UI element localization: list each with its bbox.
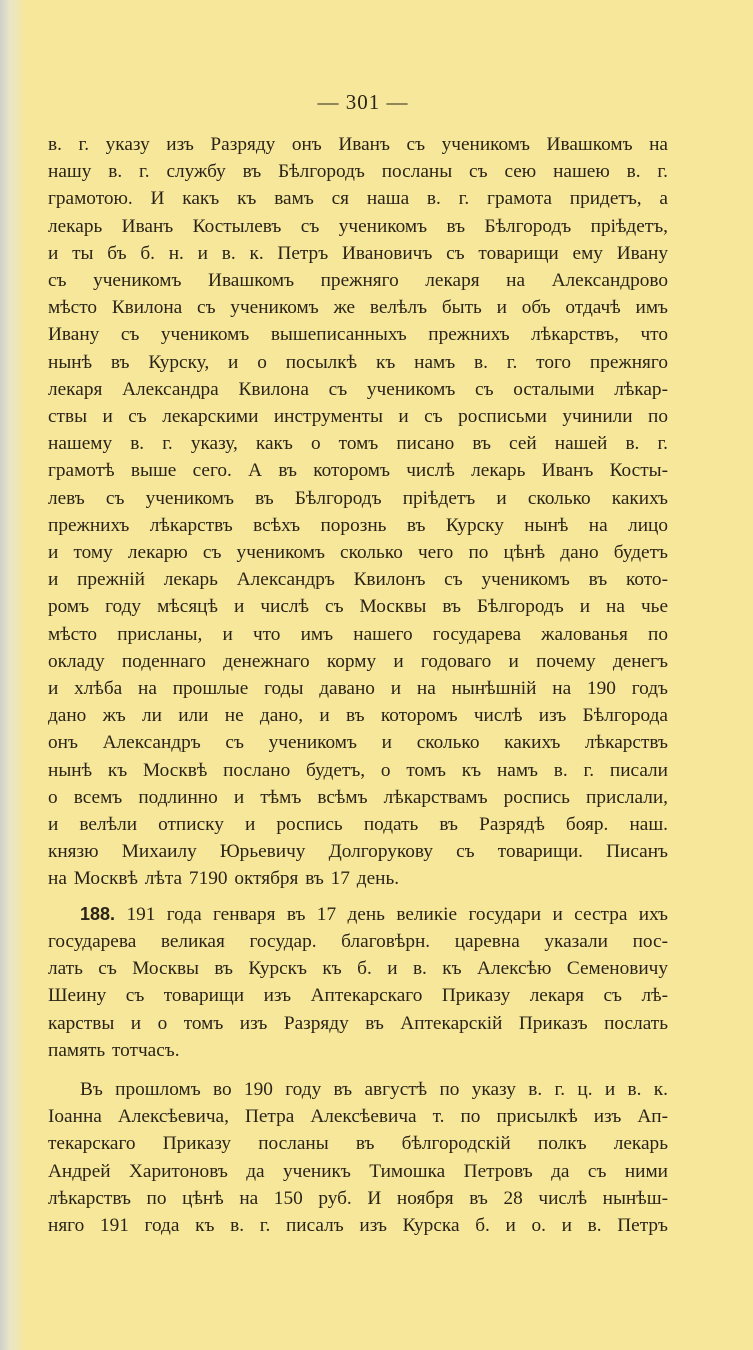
text-line: грамотою. И какъ къ вамъ ся наша в. г. грамота придетъ, а xyxy=(48,188,668,210)
text-line xyxy=(48,901,668,928)
text-line: лать съ Москвы въ Курскъ къ б. и в. къ Алексѣю Семеновичу xyxy=(48,958,668,980)
text-line: прежнихъ лѣкарствъ всѣхъ порознь въ Курску нынѣ на лицо xyxy=(48,514,668,536)
text-line: лекаря Александра Квилона съ ученикомъ съ осталыми лѣкар- xyxy=(48,378,668,400)
text-line: Шеину съ товарищи изъ Аптекарскаго Приказу лекаря съ лѣ- xyxy=(48,985,668,1007)
scan-edge xyxy=(0,0,26,1350)
entry-number: 188. xyxy=(80,903,116,924)
text-line: мѣсто присланы, и что имъ нашего государева жалованья по xyxy=(48,623,668,645)
text-line: нынѣ въ Курску, и о посылкѣ къ намъ в. г. того прежняго xyxy=(48,351,668,373)
book-page xyxy=(48,90,668,1239)
text-line: Іоанна Алексѣевича, Петра Алексѣевича т. по присылкѣ изъ Ап- xyxy=(48,1106,668,1128)
text-line: нашу в. г. службу въ Бѣлгородъ посланы съ сею нашею в. г. xyxy=(48,161,668,183)
text-line: грамотѣ выше сего. А въ которомъ числѣ лекарь Иванъ Косты- xyxy=(48,460,668,482)
text-line: о всемъ подлинно и тѣмъ всѣмъ лѣкарствамъ роспись прислали, xyxy=(48,786,668,808)
page-number: — 301 — xyxy=(317,90,409,114)
paragraph-1 xyxy=(48,131,668,893)
text-line: лѣкарствъ по цѣнѣ на 150 руб. И ноября въ 28 числѣ нынѣш- xyxy=(48,1187,668,1209)
text-line: мѣсто Квилона съ ученикомъ же велѣлъ быть и объ отдачѣ имъ xyxy=(48,297,668,319)
text-line: текарскаго Приказу посланы въ бѣлгородскій полкъ лекарь xyxy=(48,1133,668,1155)
text-line: Въ прошломъ во 190 году въ августѣ по указу в. г. ц. и в. к. xyxy=(80,1078,668,1100)
text-line: Андрей Харитоновъ да ученикъ Тимошка Петровъ да съ ними xyxy=(48,1160,668,1182)
text-line: нашему в. г. указу, какъ о томъ писано въ сей нашей в. г. xyxy=(48,433,668,455)
text-line: и ты бъ б. н. и в. к. Петръ Ивановичъ съ товарищи ему Ивану xyxy=(48,242,668,264)
text-line: карствы и о томъ изъ Разряду въ Аптекарскій Приказъ послать xyxy=(48,1012,668,1034)
text-line: Ивану съ ученикомъ вышеписанныхъ прежнихъ лѣкарствъ, что xyxy=(48,324,668,346)
text-line: съ ученикомъ Ивашкомъ прежняго лекаря на Александрово xyxy=(48,270,668,292)
text-line: левъ съ ученикомъ въ Бѣлгородъ пріѣдетъ и сколько какихъ xyxy=(48,487,668,509)
entry-first-line: 191 года генваря въ 17 день великіе государи и сестра ихъ xyxy=(126,903,668,925)
text-line: онъ Александръ съ ученикомъ и сколько какихъ лѣкарствъ xyxy=(48,732,668,754)
text-line: и велѣли отписку и роспись подать въ Разрядѣ бояр. наш. xyxy=(48,814,668,836)
text-line: ромъ году мѣсяцѣ и числѣ съ Москвы въ Бѣлгородъ и на чье xyxy=(48,596,668,618)
text-line: и хлѣба на прошлые годы давано и на нынѣшній на 190 годъ xyxy=(48,678,668,700)
text-line: и прежній лекарь Александръ Квилонъ съ ученикомъ въ кото- xyxy=(48,569,668,591)
text-line: в. г. указу изъ Разряду онъ Иванъ съ ученикомъ Ивашкомъ на xyxy=(48,134,668,155)
text-line: государева великая государ. благовѣрн. царевна указали пос- xyxy=(48,930,668,952)
text-line: и тому лекарю съ ученикомъ сколько чего по цѣнѣ дано будетъ xyxy=(48,542,668,564)
text-line: няго 191 года къ в. г. писалъ изъ Курска б. и о. и в. Петръ xyxy=(48,1214,668,1236)
text-line: князю Михаилу Юрьевичу Долгорукову съ товарищи. Писанъ xyxy=(48,841,668,863)
text-line: нынѣ къ Москвѣ послано будетъ, о томъ къ намъ в. г. писали xyxy=(48,759,668,781)
text-line: лекарь Иванъ Костылевъ съ ученикомъ въ Бѣлгородъ пріѣдетъ, xyxy=(48,215,668,237)
paragraph-3 xyxy=(48,1076,668,1239)
text-line: ствы и съ лекарскими инструменты и съ росписьми учинили по xyxy=(48,406,668,428)
entry-188 xyxy=(48,901,668,1064)
text-line: на Москвѣ лѣта 7190 октября въ 17 день. xyxy=(48,868,400,890)
text-line: дано жъ ли или не дано, и въ которомъ числѣ изъ Бѣлгорода xyxy=(48,705,668,727)
text-line: память тотчасъ. xyxy=(48,1039,180,1061)
text-line: окладу поденнаго денежнаго корму и годоваго и почему денегъ xyxy=(48,650,668,672)
